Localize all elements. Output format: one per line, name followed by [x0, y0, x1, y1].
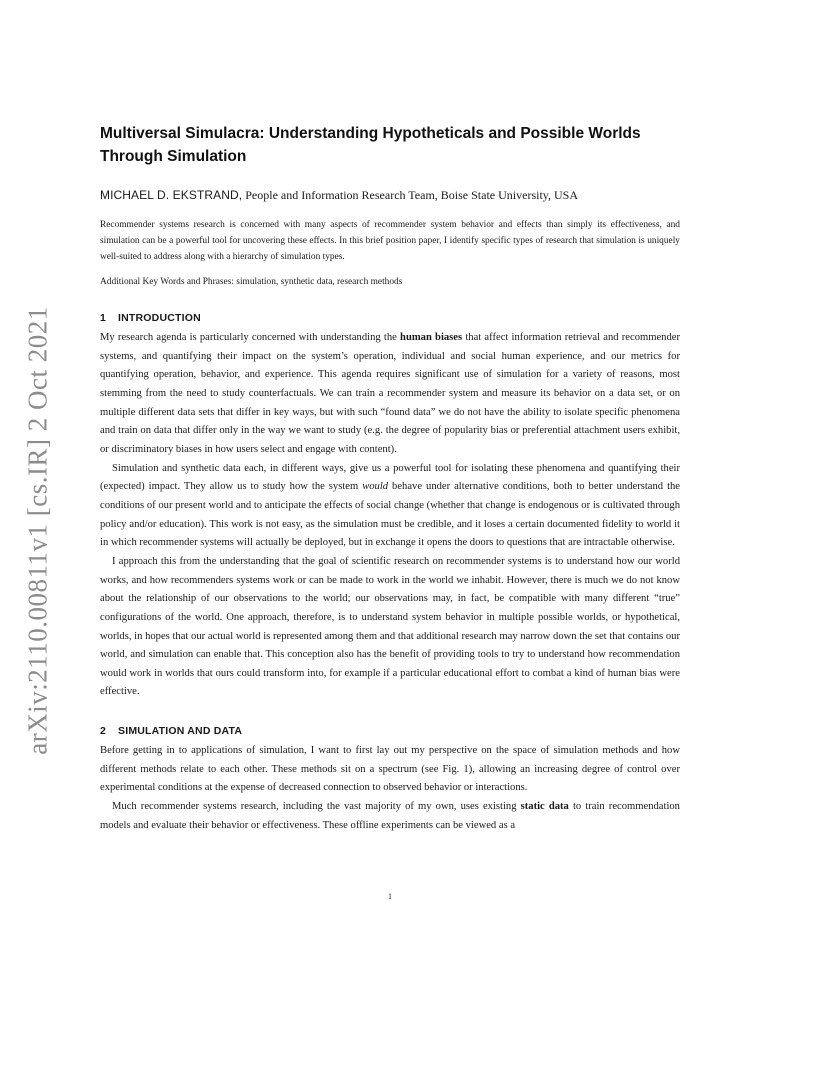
page-number: 1 — [388, 892, 392, 901]
section-title: SIMULATION AND DATA — [118, 725, 243, 738]
author-name: MICHAEL D. EKSTRAND, — [100, 188, 243, 202]
section-heading-simulation-and-data — [100, 724, 680, 738]
paper-body — [100, 122, 680, 835]
arxiv-identifier-stamp — [18, 305, 58, 755]
paragraph-text: that affect information retrieval and recommender systems, and quantifying their impact on the system’s operation, individual and social human experience, and our metrics for quantifying operation, behavior, and experience. This agenda requires significant use of simulation for a variety of reasons, most stemming from the need to study counterfactuals. We can train a recommender system and measure its behavior on a data set, or on multiple different data sets that differ in key ways, but with such “found data” we do not have the ability to isolate specific phenomena and train on data that differ only in the way we want to study (e.g. the degree of popularity bias or preferential attachment users exhibit, or discriminatory biases in how users select and engage with content). — [100, 332, 680, 455]
author-line — [100, 187, 680, 203]
section-title: INTRODUCTION — [118, 312, 201, 324]
paragraph: Before getting in to applications of simulation, I want to first lay out my perspective on the space of simulation methods and how different methods relate to each other. These methods sit on a spectrum (see Fig. 1), allowing an increasing degree of control over experimental conditions at the expense of decreased connection to observed behavior or interactions. — [100, 745, 680, 794]
paragraph-text: Simulation and synthetic data each, in different ways, give us a powerful tool for isolating these phenomena and quantifying their (expected) impact. They allow us to study how the system — [100, 462, 680, 493]
section-heading-introduction — [100, 311, 680, 325]
bold-term: static data — [520, 801, 569, 813]
abstract: Recommender systems research is concerned with many aspects of recommender system behavior and effects than simply its effectiveness, and simulation can be a powerful tool for uncovering these effects. In this brief position paper, I identify specific types of research that simulation is uniquely well-suited to address along with a hierarchy of simulation types. — [100, 220, 680, 262]
paragraph — [100, 460, 680, 553]
paragraph: I approach this from the understanding that the goal of scientific research on recommender systems is to understand how our world works, and how recommenders systems work or can be made to work in the world we inhabit. However, there is much we do not know about the relationship of our observations to the world; our observations may, in fact, be compatible with many different “true” configurations of the world. One approach, therefore, is to understand system behavior in multiple possible worlds, or hypothetical, worlds, in hopes that our actual world is represented among them and that additional research may narrow down the set that contains our world, and simulation can enable that. This conception also has the benefit of providing tools to try to understand how recommendation would work in worlds that ours could transform into, for example if a particular educational effort to combat a kind of human bias were effective. — [100, 555, 680, 698]
section-number: 1 — [100, 312, 107, 324]
arxiv-identifier-text: arXiv:2110.00811v1 [cs.IR] 2 Oct 2021 — [22, 305, 53, 755]
italic-term: would — [362, 481, 389, 493]
paragraph-text: Much recommender systems research, including the vast majority of my own, uses existing — [112, 801, 521, 813]
paragraph — [100, 798, 680, 835]
bold-term: human biases — [400, 332, 463, 343]
author-affiliation: People and Information Research Team, Boise State University, USA — [245, 188, 579, 202]
paragraph-text: My research agenda is particularly concerned with understanding the — [100, 332, 401, 343]
keywords: Additional Key Words and Phrases: simulation, synthetic data, research methods — [100, 277, 403, 287]
paragraph-text: to train recommendation models and evaluate their behavior or effectiveness. These offline experiments can be viewed as a — [100, 801, 680, 831]
paragraph — [100, 329, 680, 460]
paragraph-text: behave under alternative conditions, both to better understand the conditions of our present world and to anticipate the effects of social change (whether that change is endogenous or is cultivated through policy and/or education). This work is not easy, as the simulation must be credible, and it loses a certain documented fidelity to world it in which recommender systems will actually be deployed, but in exchange it opens the doors to questions that are intractable otherwise. — [100, 481, 681, 549]
paper-title: Multiversal Simulacra: Understanding Hypotheticals and Possible Worlds Through Simulation — [100, 125, 641, 165]
section-number: 2 — [100, 725, 107, 738]
